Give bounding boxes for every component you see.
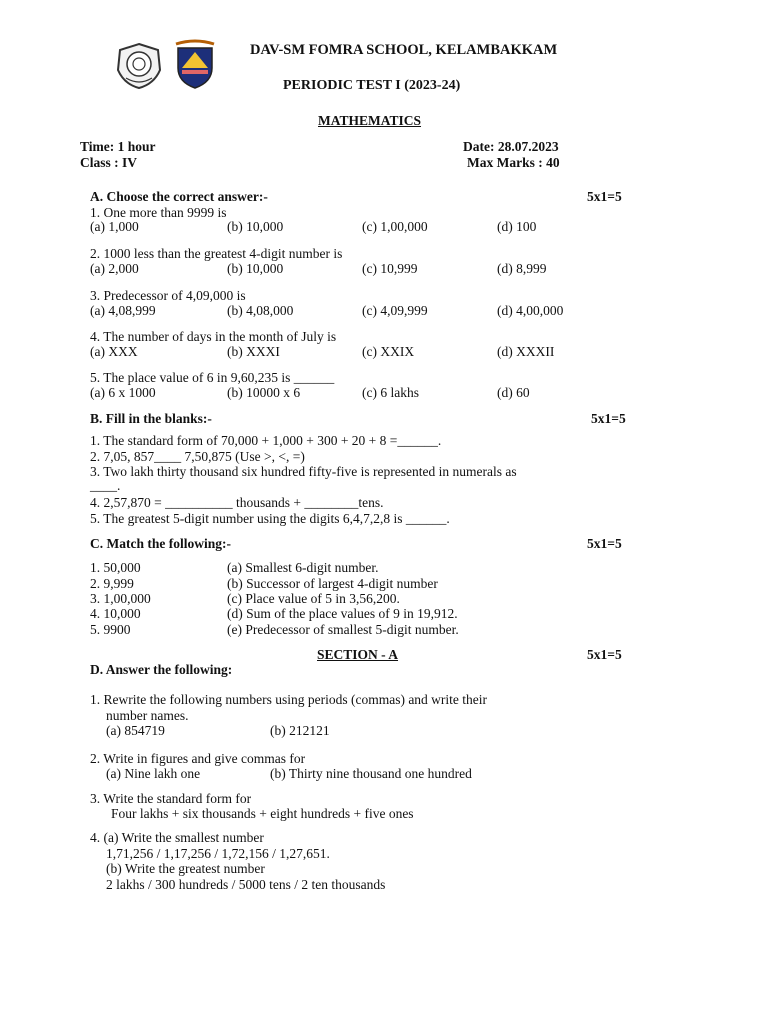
section-d-marks: 5x1=5 — [587, 647, 622, 662]
option-b: (b) 4,08,000 — [227, 303, 294, 318]
question-text: 5. The place value of 6 in 9,60,235 is ______ — [90, 370, 335, 385]
sub-question: (b) Thirty nine thousand one hundred — [270, 766, 472, 781]
match-left-item: 1. 50,000 — [90, 560, 141, 575]
match-left-item: 4. 10,000 — [90, 606, 141, 621]
question-text: Four lakhs + six thousands + eight hundreds + five ones — [111, 806, 414, 821]
question-text: 4. (a) Write the smallest number — [90, 830, 264, 845]
question-text: 2. Write in figures and give commas for — [90, 751, 306, 766]
dav-emblem-icon — [170, 38, 220, 90]
section-d-heading: D. Answer the following: — [90, 662, 233, 677]
test-title: PERIODIC TEST I (2023-24) — [283, 78, 461, 93]
match-left-item: 3. 1,00,000 — [90, 591, 151, 606]
section-c-heading: C. Match the following:- — [90, 536, 231, 551]
option-c: (c) 6 lakhs — [362, 385, 419, 400]
fill-blank-item: 5. The greatest 5-digit number using the digits 6,4,7,2,8 is ______. — [90, 511, 450, 526]
fill-blank-item: ____. — [90, 478, 121, 493]
date-label: Date: 28.07.2023 — [463, 139, 559, 154]
sub-question: (b) 212121 — [270, 723, 330, 738]
option-d: (d) XXXII — [497, 344, 555, 359]
option-a: (a) 2,000 — [90, 261, 139, 276]
option-d: (d) 8,999 — [497, 261, 547, 276]
question-text: 3. Write the standard form for — [90, 791, 252, 806]
fill-blank-item: 3. Two lakh thirty thousand six hundred fifty-five is represented in numerals as — [90, 464, 517, 479]
match-right-item: (b) Successor of largest 4-digit number — [227, 576, 438, 591]
match-right-item: (d) Sum of the place values of 9 in 19,912. — [227, 606, 458, 621]
option-c: (c) 1,00,000 — [362, 219, 428, 234]
question-text: (b) Write the greatest number — [106, 861, 265, 876]
max-marks-label: Max Marks : 40 — [467, 155, 560, 170]
fill-blank-item: 2. 7,05, 857____ 7,50,875 (Use >, <, =) — [90, 449, 305, 464]
section-b-marks: 5x1=5 — [591, 411, 626, 426]
school-logo-icon — [114, 42, 164, 90]
option-b: (b) 10,000 — [227, 261, 284, 276]
option-a: (a) 6 x 1000 — [90, 385, 156, 400]
section-b-heading: B. Fill in the blanks:- — [90, 411, 212, 426]
section-a-marks: 5x1=5 — [587, 189, 622, 204]
question-text: 1,71,256 / 1,17,256 / 1,72,156 / 1,27,651. — [106, 846, 330, 861]
question-text: 2. 1000 less than the greatest 4-digit number is — [90, 246, 343, 261]
question-text: 1. One more than 9999 is — [90, 205, 227, 220]
sub-question: (a) Nine lakh one — [106, 766, 201, 781]
school-name: DAV-SM FOMRA SCHOOL, KELAMBAKKAM — [250, 42, 558, 58]
section-c-marks: 5x1=5 — [587, 536, 622, 551]
option-b: (b) 10,000 — [227, 219, 284, 234]
option-c: (c) 10,999 — [362, 261, 418, 276]
time-label: Time: 1 hour — [80, 139, 156, 154]
option-c: (c) 4,09,999 — [362, 303, 428, 318]
question-text: 3. Predecessor of 4,09,000 is — [90, 288, 246, 303]
question-text: number names. — [106, 708, 189, 723]
match-left-item: 5. 9900 — [90, 622, 131, 637]
option-d: (d) 4,00,000 — [497, 303, 564, 318]
match-left-item: 2. 9,999 — [90, 576, 134, 591]
option-b: (b) 10000 x 6 — [227, 385, 301, 400]
match-right-item: (e) Predecessor of smallest 5-digit number. — [227, 622, 459, 637]
subject-title: MATHEMATICS — [318, 113, 422, 128]
fill-blank-item: 1. The standard form of 70,000 + 1,000 + 300 + 20 + 8 =______. — [90, 433, 442, 448]
sub-question: (a) 854719 — [106, 723, 165, 738]
match-right-item: (c) Place value of 5 in 3,56,200. — [227, 591, 400, 606]
question-text: 2 lakhs / 300 hundreds / 5000 tens / 2 ten thousands — [106, 877, 386, 892]
option-c: (c) XXIX — [362, 344, 415, 359]
option-d: (d) 60 — [497, 385, 530, 400]
question-text: 4. The number of days in the month of July is — [90, 329, 337, 344]
section-a-heading: A. Choose the correct answer:- — [90, 189, 268, 204]
question-text: 1. Rewrite the following numbers using periods (commas) and write their — [90, 692, 488, 707]
fill-blank-item: 4. 2,57,870 = __________ thousands + ________tens. — [90, 495, 384, 510]
option-b: (b) XXXI — [227, 344, 280, 359]
option-a: (a) XXX — [90, 344, 138, 359]
match-right-item: (a) Smallest 6-digit number. — [227, 560, 379, 575]
option-a: (a) 4,08,999 — [90, 303, 156, 318]
option-a: (a) 1,000 — [90, 219, 139, 234]
section-a-title: SECTION - A — [317, 647, 399, 662]
option-d: (d) 100 — [497, 219, 537, 234]
class-label: Class : IV — [80, 155, 138, 170]
